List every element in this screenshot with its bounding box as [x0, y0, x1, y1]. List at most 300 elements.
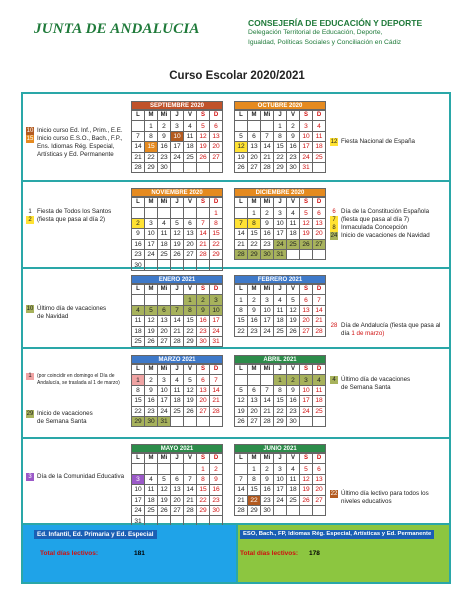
day-cell: 2: [248, 295, 261, 305]
empty-day-cell: [132, 208, 145, 218]
day-cell: 3: [132, 474, 145, 484]
weekday-label: Mi: [158, 285, 171, 295]
day-cell: 21: [171, 326, 184, 336]
day-cell: 23: [248, 326, 261, 336]
day-cell: 18: [158, 239, 171, 249]
day-cell: 13: [300, 305, 313, 315]
empty-day-cell: [171, 295, 184, 305]
day-cell: 10: [300, 131, 313, 141]
calendar-may: [131, 444, 223, 527]
empty-day-cell: [158, 208, 171, 218]
day-cell: 3: [274, 464, 287, 474]
weekday-label: V: [184, 365, 197, 375]
day-cell: 24: [274, 495, 287, 505]
day-cell: 14: [235, 485, 248, 495]
month-header: FEBRERO 2021: [234, 275, 326, 284]
day-cell: 7: [235, 218, 248, 228]
legend-text: Inicio curso Ed. Inf., Prim., E.E.: [37, 127, 123, 134]
day-cell: 10: [158, 385, 171, 395]
legend-text: (por coincidir en domingo el Día de: [37, 373, 115, 379]
day-cell: 2: [287, 375, 300, 385]
day-cell: 4: [184, 121, 197, 131]
day-cell: 21: [235, 239, 248, 249]
day-cell: 25: [184, 152, 197, 162]
day-cell: 2: [261, 464, 274, 474]
day-cell: 29: [274, 162, 287, 172]
day-cell: 18: [287, 229, 300, 239]
empty-day-cell: [261, 375, 274, 385]
weekday-label: V: [184, 198, 197, 208]
day-cell: 27: [158, 336, 171, 346]
weekday-label: V: [287, 285, 300, 295]
empty-day-cell: [145, 260, 158, 270]
weekday-label: J: [171, 111, 184, 121]
empty-day-cell: [158, 295, 171, 305]
day-cell: 30: [261, 505, 274, 515]
weekday-label: J: [274, 198, 287, 208]
weekday-label: S: [197, 365, 210, 375]
weekday-label: J: [274, 365, 287, 375]
day-cell: 22: [248, 495, 261, 505]
legend-february: [330, 322, 440, 338]
legend-may: [26, 473, 124, 481]
day-cell: 9: [261, 474, 274, 484]
day-cell: 24: [300, 406, 313, 416]
day-cell: 1: [235, 295, 248, 305]
day-cell: 18: [132, 326, 145, 336]
day-cell: 12: [197, 131, 210, 141]
day-cell: 16: [248, 316, 261, 326]
day-cell: 5: [300, 208, 313, 218]
day-cell: 20: [248, 406, 261, 416]
weekday-label: Mi: [158, 454, 171, 464]
day-cell: 22: [184, 326, 197, 336]
empty-day-cell: [210, 260, 223, 270]
delegacion-line2: Igualdad, Políticas Sociales y Conciliación en Cádiz: [248, 39, 402, 46]
day-cell: 30: [145, 416, 158, 426]
day-cell: 20: [300, 316, 313, 326]
day-cell: 14: [184, 485, 197, 495]
day-cell: 8: [210, 218, 223, 228]
day-cell: 8: [274, 131, 287, 141]
day-cell: 19: [197, 142, 210, 152]
day-cell: 23: [132, 249, 145, 259]
day-cell: 25: [287, 495, 300, 505]
empty-day-cell: [145, 464, 158, 474]
day-cell: 2: [145, 375, 158, 385]
day-cell: 19: [300, 485, 313, 495]
day-cell: 29: [132, 416, 145, 426]
day-cell: 17: [274, 229, 287, 239]
day-cell: 19: [171, 239, 184, 249]
weekday-label: S: [300, 285, 313, 295]
day-cell: 12: [145, 316, 158, 326]
day-cell: 3: [261, 295, 274, 305]
legend-september: [26, 127, 123, 159]
day-cell: 18: [274, 316, 287, 326]
day-cell: 13: [313, 218, 326, 228]
empty-day-cell: [158, 464, 171, 474]
legend-march: [26, 373, 120, 387]
day-cell: 17: [300, 142, 313, 152]
day-cell: 27: [197, 406, 210, 416]
day-cell: 30: [287, 162, 300, 172]
day-cell: 14: [171, 316, 184, 326]
day-cell: 1: [132, 375, 145, 385]
legend-text: Último día de vacaciones: [37, 305, 107, 312]
row-divider: [21, 267, 451, 269]
empty-day-cell: [145, 295, 158, 305]
day-cell: 18: [171, 396, 184, 406]
weekday-label: M: [145, 285, 158, 295]
day-cell: 12: [287, 305, 300, 315]
day-cell: 4: [313, 375, 326, 385]
day-cell: 2: [261, 208, 274, 218]
legend-text: Fiesta de Todos los Santos: [37, 208, 112, 215]
day-cell: 8: [197, 474, 210, 484]
day-cell: 28: [261, 162, 274, 172]
legend-text: Día de la Constitución Española: [341, 208, 430, 215]
day-cell: 7: [197, 218, 210, 228]
calendar-january: [131, 275, 223, 347]
day-cell: 15: [274, 142, 287, 152]
day-cell: 4: [158, 218, 171, 228]
day-cell: 12: [184, 385, 197, 395]
swatch-jun: 22: [330, 491, 338, 497]
day-cell: 5: [145, 305, 158, 315]
day-cell: 16: [287, 396, 300, 406]
day-cell: 15: [248, 229, 261, 239]
day-cell: 24: [171, 152, 184, 162]
day-cell: 3: [145, 218, 158, 228]
day-cell: 11: [132, 316, 145, 326]
day-cell: 27: [210, 152, 223, 162]
day-cell: 6: [184, 218, 197, 228]
day-cell: 29: [184, 336, 197, 346]
day-cell: 5: [287, 295, 300, 305]
day-cell: 9: [145, 385, 158, 395]
day-cell: 17: [132, 495, 145, 505]
weekday-label: S: [300, 454, 313, 464]
day-cell: 10: [210, 305, 223, 315]
weekday-label: M: [145, 454, 158, 464]
day-cell: 18: [145, 495, 158, 505]
empty-day-cell: [184, 464, 197, 474]
legend-june: [330, 490, 429, 506]
empty-day-cell: [197, 162, 210, 172]
weekday-label: Mi: [261, 285, 274, 295]
day-cell: 5: [158, 474, 171, 484]
day-cell: 21: [210, 396, 223, 406]
day-cell: 12: [300, 218, 313, 228]
day-cell: 10: [300, 385, 313, 395]
day-cell: 26: [300, 239, 313, 249]
month-header: MARZO 2021: [131, 355, 223, 364]
day-cell: 14: [235, 229, 248, 239]
day-cell: 6: [248, 385, 261, 395]
day-cell: 11: [158, 229, 171, 239]
empty-day-cell: [171, 208, 184, 218]
day-cell: 11: [287, 474, 300, 484]
day-cell: 3: [300, 375, 313, 385]
empty-day-cell: [300, 505, 313, 515]
legend-april: [330, 376, 410, 392]
weekday-label: D: [313, 285, 326, 295]
weekday-label: L: [235, 198, 248, 208]
day-cell: 30: [197, 336, 210, 346]
empty-day-cell: [132, 464, 145, 474]
weekday-label: V: [287, 454, 300, 464]
day-cell: 20: [184, 239, 197, 249]
day-cell: 15: [184, 316, 197, 326]
day-cell: 25: [132, 336, 145, 346]
legend-text: Andalucía, se traslada al 1 de marzo): [37, 380, 120, 386]
day-cell: 6: [300, 295, 313, 305]
day-cell: 25: [313, 152, 326, 162]
day-cell: 9: [132, 229, 145, 239]
day-cell: 2: [197, 295, 210, 305]
day-cell: 22: [197, 495, 210, 505]
day-cell: 9: [197, 305, 210, 315]
day-cell: 19: [287, 316, 300, 326]
day-cell: 6: [210, 121, 223, 131]
empty-day-cell: [235, 208, 248, 218]
day-cell: 29: [197, 505, 210, 515]
day-cell: 13: [184, 229, 197, 239]
day-cell: 19: [184, 396, 197, 406]
day-cell: 8: [248, 218, 261, 228]
day-cell: 19: [158, 495, 171, 505]
day-cell: 14: [132, 142, 145, 152]
empty-day-cell: [235, 464, 248, 474]
day-cell: 22: [248, 239, 261, 249]
weekday-label: D: [313, 365, 326, 375]
swatch-may: 3: [26, 473, 34, 481]
day-cell: 29: [210, 249, 223, 259]
day-cell: 20: [171, 495, 184, 505]
day-cell: 8: [274, 385, 287, 395]
day-cell: 14: [197, 229, 210, 239]
empty-day-cell: [261, 121, 274, 131]
day-cell: 4: [132, 305, 145, 315]
day-cell: 28: [132, 162, 145, 172]
day-cell: 8: [184, 305, 197, 315]
weekday-label: J: [274, 285, 287, 295]
day-cell: 26: [235, 162, 248, 172]
day-cell: 19: [235, 152, 248, 162]
footer-left-heading: Ed. Infantil, Ed. Primaria y Ed. Especial: [34, 530, 157, 539]
day-cell: 8: [235, 305, 248, 315]
weekday-label: D: [210, 365, 223, 375]
footer-right-total-value: 178: [309, 550, 320, 557]
footer-right-heading: ESO, Bach., FP, Idiomas Rég. Especial, Artísticas y Ed. Permanente: [240, 530, 434, 539]
legend-text: día: [341, 330, 350, 337]
calendar-september: [131, 101, 223, 173]
empty-day-cell: [287, 505, 300, 515]
day-cell: 20: [197, 396, 210, 406]
weekday-label: D: [313, 198, 326, 208]
day-cell: 30: [132, 260, 145, 270]
day-cell: 18: [313, 142, 326, 152]
day-cell: 21: [261, 152, 274, 162]
day-cell: 1: [197, 464, 210, 474]
day-cell: 15: [197, 485, 210, 495]
calendar-october: [234, 101, 326, 173]
calendar-june: [234, 444, 326, 516]
weekday-label: D: [210, 454, 223, 464]
swatch-dic-c: 8: [330, 224, 338, 232]
day-cell: 24: [210, 326, 223, 336]
day-cell: 10: [274, 474, 287, 484]
day-cell: 27: [171, 505, 184, 515]
day-cell: 28: [235, 505, 248, 515]
day-cell: 31: [158, 416, 171, 426]
day-cell: 29: [248, 249, 261, 259]
day-cell: 11: [287, 218, 300, 228]
swatch-ene: 10: [26, 306, 34, 312]
day-cell: 3: [300, 121, 313, 131]
day-cell: 5: [197, 121, 210, 131]
day-cell: 21: [197, 239, 210, 249]
day-cell: 16: [132, 239, 145, 249]
day-cell: 26: [235, 416, 248, 426]
day-cell: 17: [274, 485, 287, 495]
weekday-label: L: [132, 365, 145, 375]
empty-day-cell: [235, 375, 248, 385]
month-header: DICIEMBRE 2020: [234, 188, 326, 197]
empty-day-cell: [300, 416, 313, 426]
day-cell: 25: [313, 406, 326, 416]
day-cell: 18: [313, 396, 326, 406]
legend-text: Último día de vacaciones: [341, 376, 411, 383]
day-cell: 26: [184, 406, 197, 416]
day-cell: 9: [248, 305, 261, 315]
day-cell: 12: [158, 485, 171, 495]
legend-text: (fiesta que pasa al día 7): [341, 216, 410, 223]
day-cell: 24: [145, 249, 158, 259]
day-cell: 16: [261, 229, 274, 239]
day-cell: 13: [158, 316, 171, 326]
weekday-label: D: [210, 198, 223, 208]
empty-day-cell: [313, 162, 326, 172]
swatch-nov-b: 2: [26, 216, 34, 224]
day-cell: 11: [274, 305, 287, 315]
day-cell: 12: [235, 142, 248, 152]
day-cell: 28: [184, 505, 197, 515]
day-cell: 22: [210, 239, 223, 249]
day-cell: 20: [210, 142, 223, 152]
empty-day-cell: [248, 375, 261, 385]
day-cell: 1: [274, 121, 287, 131]
day-cell: 26: [158, 505, 171, 515]
day-cell: 11: [145, 485, 158, 495]
weekday-label: M: [248, 198, 261, 208]
weekday-label: L: [235, 365, 248, 375]
legend-november: [26, 208, 111, 224]
day-cell: 7: [132, 131, 145, 141]
weekday-label: L: [132, 111, 145, 121]
weekday-label: Mi: [158, 198, 171, 208]
weekday-label: M: [248, 365, 261, 375]
day-cell: 20: [158, 326, 171, 336]
day-cell: 31: [132, 516, 145, 526]
empty-day-cell: [171, 464, 184, 474]
day-cell: 6: [158, 305, 171, 315]
day-cell: 4: [287, 208, 300, 218]
day-cell: 3: [210, 295, 223, 305]
day-cell: 18: [184, 142, 197, 152]
weekday-label: S: [197, 111, 210, 121]
weekday-label: S: [300, 365, 313, 375]
empty-day-cell: [171, 260, 184, 270]
day-cell: 7: [210, 375, 223, 385]
day-cell: 27: [248, 416, 261, 426]
day-cell: 4: [287, 464, 300, 474]
day-cell: 15: [132, 396, 145, 406]
weekday-label: Mi: [158, 111, 171, 121]
weekday-label: M: [248, 285, 261, 295]
day-cell: 22: [132, 406, 145, 416]
legend-text: Inicio de vacaciones: [37, 410, 93, 417]
day-cell: 13: [197, 385, 210, 395]
day-cell: 12: [300, 474, 313, 484]
empty-day-cell: [197, 260, 210, 270]
legend-text: 1 de marzo): [351, 330, 385, 337]
swatch-mar-c: 29: [26, 411, 34, 417]
day-cell: 31: [274, 249, 287, 259]
consejeria-block: [248, 18, 474, 48]
weekday-label: V: [184, 285, 197, 295]
swatch-sep-a: 10: [26, 128, 34, 134]
day-cell: 26: [145, 336, 158, 346]
day-cell: 17: [210, 316, 223, 326]
day-cell: 27: [313, 495, 326, 505]
weekday-label: L: [132, 285, 145, 295]
day-cell: 26: [287, 326, 300, 336]
day-cell: 30: [210, 505, 223, 515]
day-cell: 27: [248, 162, 261, 172]
day-cell: 10: [261, 305, 274, 315]
empty-day-cell: [184, 208, 197, 218]
empty-day-cell: [132, 121, 145, 131]
day-cell: 5: [235, 131, 248, 141]
weekday-label: V: [184, 111, 197, 121]
day-cell: 15: [274, 396, 287, 406]
legend-january: [26, 305, 106, 321]
weekday-label: L: [235, 454, 248, 464]
day-cell: 24: [274, 239, 287, 249]
weekday-label: L: [132, 198, 145, 208]
day-cell: 25: [158, 249, 171, 259]
weekday-label: D: [210, 285, 223, 295]
empty-day-cell: [158, 260, 171, 270]
day-cell: 8: [132, 385, 145, 395]
weekday-label: S: [197, 454, 210, 464]
day-cell: 25: [171, 406, 184, 416]
day-cell: 22: [235, 326, 248, 336]
empty-day-cell: [171, 162, 184, 172]
weekday-label: D: [313, 454, 326, 464]
day-cell: 16: [197, 316, 210, 326]
legend-text: Día de Andalucía (fiesta que pasa al: [341, 322, 441, 329]
day-cell: 9: [287, 385, 300, 395]
empty-day-cell: [184, 416, 197, 426]
legend-text: Inicio de vacaciones de Navidad: [341, 232, 430, 239]
legend-december: [330, 208, 430, 240]
legend-text: Día de la Comunidad Educativa: [37, 473, 125, 480]
day-cell: 10: [171, 131, 184, 141]
day-cell: 21: [313, 316, 326, 326]
